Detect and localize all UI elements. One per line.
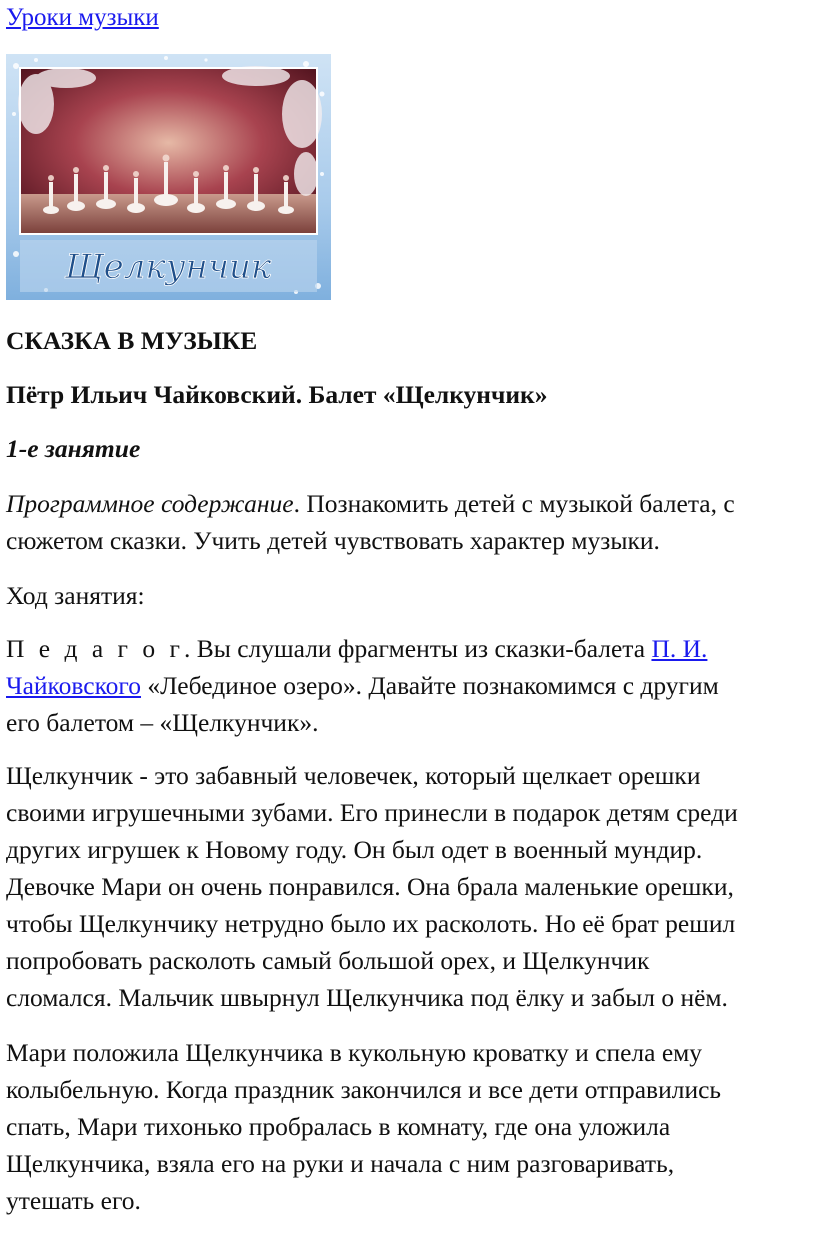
ballet-subtitle: Пётр Ильич Чайковский. Балет «Щелкунчик» — [6, 380, 548, 409]
program-label: Программное содержание — [6, 489, 294, 518]
story-line: Щелкунчик - это забавный человечек, который щелкает орешки — [6, 761, 701, 790]
course-label: Ход занятия: — [6, 581, 145, 610]
nutcracker-caption-art: Щелкунчик — [64, 247, 272, 287]
program-text-line2: сюжетом сказки. Учить детей чувствовать характер музыки. — [6, 526, 660, 555]
teacher-text-c: его балетом – «Щелкунчик». — [6, 708, 319, 737]
tchaikovsky-link-cont[interactable]: Чайковского — [6, 671, 142, 700]
program-paragraph — [6, 485, 806, 559]
story-line: чтобы Щелкунчику нетрудно было их расколоть. Но её брат решил — [6, 909, 736, 938]
teacher-text-b: «Лебединое озеро». Давайте познакомимся с другим — [141, 671, 719, 700]
story-line: Щелкунчика, взяла его на руки и начала с ним разговаривать, — [6, 1149, 675, 1178]
tchaikovsky-link[interactable]: П. И. — [651, 634, 708, 663]
story-line: других игрушек к Новому году. Он был одет в военный мундир. — [6, 835, 703, 864]
story-paragraph-2 — [6, 1034, 806, 1219]
teacher-text-a: . Вы слушали фрагменты из сказки-балета — [183, 634, 652, 663]
story-line: спать, Мари тихонько пробралась в комнату, где она уложила — [6, 1112, 671, 1141]
story-line: попробовать расколоть самый большой орех, и Щелкунчик — [6, 946, 650, 975]
program-text-line1: . Познакомить детей с музыкой балета, с — [293, 489, 735, 518]
story-line: Мари положила Щелкунчика в кукольную кроватку и спела ему — [6, 1038, 703, 1067]
section-title: СКАЗКА В МУЗЫКЕ — [6, 326, 258, 355]
music-lessons-link[interactable]: Уроки музыки — [6, 4, 159, 31]
teacher-paragraph — [6, 630, 806, 741]
story-line: колыбельную. Когда праздник закончился и все дети отправились — [6, 1075, 722, 1104]
story-line: Девочке Мари он очень понравился. Она брала маленькие орешки, — [6, 872, 734, 901]
story-line: сломался. Мальчик швырнул Щелкунчика под ёлку и забыл о нём. — [6, 983, 728, 1012]
teacher-speaker: П е д а г о г — [6, 634, 184, 663]
story-line: утешать его. — [6, 1186, 141, 1215]
lesson-number: 1-е занятие — [6, 434, 141, 463]
nutcracker-ballet-image — [6, 54, 331, 300]
story-paragraph-1 — [6, 757, 806, 1016]
story-line: своими игрушечными зубами. Его принесли в подарок детям среди — [6, 798, 738, 827]
